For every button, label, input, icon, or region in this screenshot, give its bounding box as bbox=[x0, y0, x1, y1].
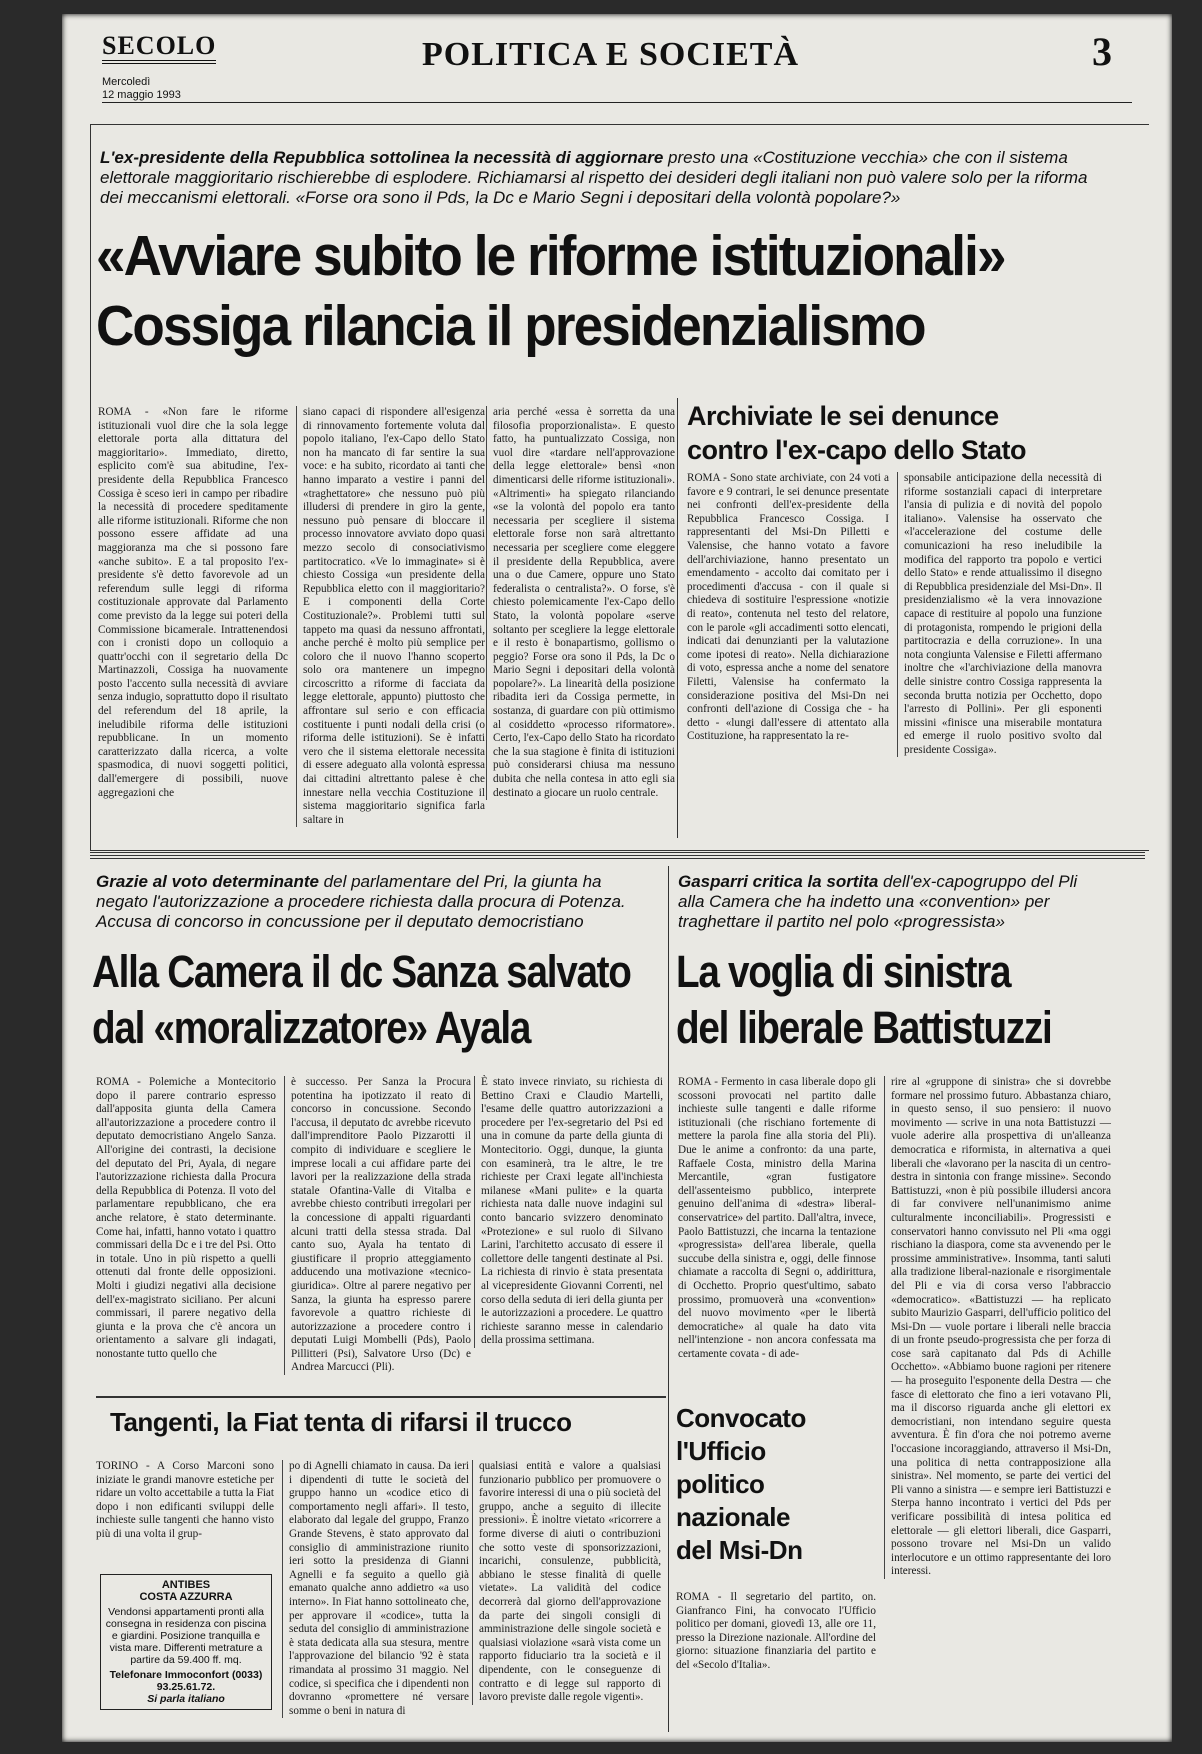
battistuzzi-headline-2: del liberale Battistuzzi bbox=[676, 1002, 1052, 1053]
antibes-advertisement bbox=[100, 1574, 272, 1710]
page-number: 3 bbox=[1092, 29, 1112, 74]
sanza-col-1: ROMA - Polemiche a Montecitorio dopo il parere contrario espresso dall'apposita giunta della Camera all'autorizzazione a procedere contro il deputato democristiano Angelo Sanza. All'origine dei contrasti, la decisione del deputato del Pri, Ayala, di negare l'autorizzazione richiesta dalla Procura della Repubblica di Potenza. Il voto del parlamentare repubblicano, che era anche relatore, è stato determinante. Come hai, infatti, hanno votato i quattro commissari della Dc e i tre del Psi. Otto in totale. Uno in più rispetto a quelli ottenuti dal fronte delle opposizioni. Molti i giudizi negativi alla decisione dell'ex-magistrato siciliano. Per alcuni commissari, il parere negativo della giunta e la prova che c'è ancora un orientamento a salvare gli indagati, nonostante tutto quello che bbox=[96, 1076, 276, 1360]
ad-line-3: Vendonsi appartamenti pronti alla consegna in residenza con piscina e giardini. Posizione tranquilla e vista mare. Differenti metrature a partire da 59.400 ff. mq. bbox=[105, 1606, 267, 1666]
main-kicker bbox=[100, 148, 1110, 208]
ad-line-4: Telefonare Immoconfort (0033) 93.25.61.72. bbox=[109, 1669, 263, 1693]
sanza-kicker bbox=[96, 872, 656, 932]
battistuzzi-kicker-rest: dell'ex-capogruppo del Pli alla Camera che ha indetto una «convention» per traghettare il partito nel polo «progressista» bbox=[678, 872, 1078, 931]
sanza-col-3: È stato invece rinviato, su richiesta di Bettino Craxi e Claudio Martelli, l'esame delle quattro autorizzazioni a procedere per l'ex-segretario del Psi ed una in comune da parte della giunta di Montecitorio. Oggi, dunque, la giunta con esaminerà, tra le altre, le tre richieste per Craxi legate all'inchiesta milanese «Mani pulite» e la quarta richiesta nata dalle nuove indagini sul conto bancario svizzero denominato «Protezione» e sul ruolo di Silvano Larini, l'architetto accusato di essere il collettore delle tangenti destinate al Psi. La richiesta di rinvio è stata presentata al vicepresidente Giovanni Correnti, nel corso della seduta di ieri della giunta per le autorizzazioni a procedere. Le quattro richieste saranno messe in calendario della prossima settimana. bbox=[474, 1076, 663, 1348]
issue-date bbox=[102, 76, 181, 102]
fiat-col-3: qualsiasi entità e valore a qualsiasi funzionario pubblico per promuovere o favorire interessi di una o più società del gruppo, anche a seguito di illecite pressioni». È inoltre vietato «ricorrere a forme diverse di aiuti o contribuzioni che sotto veste di sponsorizzazioni, incarichi, consulenze, pubblicità, abbiano le stesse finalità di quelle vietate». La validità del codice decorrerà dal giorno dell'approvazione da parte dei singoli consigli di amministrazione delle singole società e qualsiasi violazione «sarà vista come un rapporto fiduciario tra la società e il dipendente, con le conseguenze di contratto e di legge sul rapporto di lavoro previste dalle regole vigenti». bbox=[472, 1460, 661, 1705]
newspaper-page bbox=[62, 14, 1172, 1742]
ad-line-5: Si parla italiano bbox=[147, 1693, 225, 1705]
msi-headline-1: Convocato bbox=[676, 1403, 806, 1433]
main-kicker-bold: L'ex-presidente della Repubblica sottolinea la necessità di aggiornare bbox=[100, 148, 664, 167]
battistuzzi-kicker-bold: Gasparri critica la sortita bbox=[678, 872, 879, 891]
issue-day: Mercoledì bbox=[102, 76, 151, 88]
section-separator-band bbox=[90, 852, 1145, 860]
issue-full-date: 12 maggio 1993 bbox=[102, 89, 181, 101]
battistuzzi-headline-1: La voglia di sinistra bbox=[676, 946, 1011, 997]
msi-headline-3: politico bbox=[676, 1469, 765, 1499]
fiat-top-rule bbox=[96, 1396, 666, 1398]
main-headline-1: «Avviare subito le riforme istituzionali» bbox=[96, 224, 1005, 288]
ad-line-2: COSTA AZZURRA bbox=[139, 1591, 233, 1603]
archiviate-col-1: ROMA - Sono state archiviate, con 24 voti a favore e 9 contrari, le sei denunce presentate nei confronti dell'ex-presidente della Repubblica Francesco Cossiga. I rappresentanti del Msi-Dn Pilletti e Valensise, che hanno votato a favore dell'archiviazione, hanno presentato un emendamento - accolto dai comitato per i procedimenti d'accusa - con il quale si chiedeva di sostituire l'espressione «notizie di reato», contenuta nel testo del relatore, con le parole «gli accadimenti sotto elencati, indicati dai denunzianti per la valutazione come ipotesi di reato». Nella dichiarazione di voto, espressa anche a nome del senatore Filetti, Valensise ha confermato la considerazione positiva del Msi-Dn nei confronti dell'azione di Cossiga che - ha detto - «lungi dall'essere di attentato alla Costituzione, ha rappresentato la re- bbox=[687, 472, 889, 743]
main-col-2: siano capaci di rispondere all'esigenza di rinnovamento fortemente voluta dal popolo italiano, l'ex-Capo dello Stato non ha mancato di far sentire la sua voce: e ha subito, ricordato ai tanti che hanno imparato a vestire i panni del «traghettatore» che nessuno può più illudersi di prendere in giro la gente, nessuno può pensare di bloccare il processo innovatore avviato dopo quasi mezzo secolo di consociativismo partitocratico. «Ve lo immaginate» si è chiesto Cossiga «un presidente della Repubblica eletto con il maggioritario? E i componenti della Corte Costituzionale?». Problemi tutti sul tappeto ma quasi da nessuno affrontati, anche perché è molto più semplice per coloro che il nuovo l'hanno scoperto solo ora mantenere un impegno circoscritto a riforme di facciata da legge elettorale, appunto) piuttosto che affrontare sul serio e con efficacia costituente i punti nodali della crisi (o riforma delle istituzioni). Se è infatti vero che il sistema elettorale necessita di essere adeguato alla volontà espressa dai cittadini altrettanto palese è che innestare nella vecchia Costituzione il sistema maggioritario significa farla saltare in bbox=[296, 406, 485, 827]
header-rule bbox=[102, 102, 1132, 103]
masthead-title: SECOLO bbox=[102, 32, 216, 64]
battistuzzi-kicker bbox=[678, 872, 1078, 932]
fiat-col-1: TORINO - A Corso Marconi sono iniziate le grandi manovre estetiche per ridare un volto accettabile a tutta la Fiat dopo i non edificanti sviluppi delle inchieste sulle tangenti che hanno visto più di una volta il grup- bbox=[96, 1460, 274, 1540]
msi-body: ROMA - Il segretario del partito, on. Gianfranco Fini, ha convocato l'Ufficio politico per domani, giovedì 13, alle ore 11, presso la Direzione nazionale. All'ordine del giorno: situazione finanziaria del partito e del «Secolo d'Italia». bbox=[676, 1591, 876, 1671]
section-title: POLITICA E SOCIETÀ bbox=[422, 36, 799, 73]
sanza-kicker-bold: Grazie al voto determinante bbox=[96, 872, 319, 891]
archiviate-headline-1: Archiviate le sei denunce bbox=[687, 401, 999, 431]
right-column-rule bbox=[668, 866, 669, 1732]
main-col-1: ROMA - «Non fare le riforme istituzionali vuol dire che la sola legge elettorale porta alla dittatura del maggioritario». Immediato, diretto, esplicito com'è sua abitudine, l'ex-presidente della Repubblica Francesco Cossiga è sceso ieri in campo per ribadire la necessità di procedere speditamente alle riforme istituzionali. Riforme che non possono essere affidate ad una maggioranza ma che si possono fare «anche subito». E a tal proposito l'ex-presidente s'è detto favorevole ad un referendum sulle leggi di riforma costituzionale approvate dal Parlamento come previsto da la legge sui poteri della Commissione bicamerale. Intrattenendosi con i cronisti dopo un colloquio a quattr'occhi con il segretario della Dc Martinazzoli, Cossiga ha nuovamente posto l'accento sulla necessità di avviare senza indugio, soprattutto dopo il risultato del referendum del 18 aprile, la ineludibile riforma delle istituzioni repubblicane. In un momento caratterizzato dalla ricerca, a volte spasmodica, di nuovi soggetti politici, dall'emergere di possibili, nuove aggregazioni che bbox=[98, 406, 288, 799]
msi-headline-5: del Msi-Dn bbox=[676, 1535, 803, 1565]
msi-headline-2: l'Ufficio bbox=[676, 1436, 766, 1466]
battistuzzi-col-2: rire al «gruppone di sinistra» che si dovrebbe formare nel prossimo futuro. Abbastanza chiaro, in questo senso, il suo pensiero: il nuovo movimento — scrive in una nota Battistuzzi — vuole aderire alla prospettiva di un'alleanza democratica e riformista, in alternativa a quei liberali che «lavorano per la nascita di un centro-destra in sintonia con frange missine». Secondo Battistuzzi, «non è più possibile illudersi ancora di far convivere nell'unanimismo anime culturalmente inconciliabili». Progressisti e conservatori hanno convissuto nel Pli «ma oggi rischiano la diaspora, come sta avvenendo per le prossime amministrative». Insomma, tanti saluti alla tradizione liberal-nazionale e risorgimentale del Pli e via di corsa verso l'abbraccio «democratico». «Battistuzzi — ha replicato subito Maurizio Gasparri, dell'ufficio politico del Msi-Dn — vuole portare i liberali nelle braccia di un fronte pseudo-progressista che per forza di cose sarà capitanato dal Pds di Achille Occhetto». «Abbiamo buone ragioni per ritenere — ha proseguito l'esponente della Destra — che fasce di elettorato che fino a ieri votavano Pli, ma il discorso riguarda anche gli elettori ex democristiani, non intendano seguire questa avventura. È fin d'ora che noi potremo averne l'occasione incoraggiando, attraverso il Msi-Dn, una politica di netta contrapposizione alla sinistra». Nel momento, se parte dei vertici del Pli vanno a sinistra — e sempre ieri Battistuzzi e Sterpa hanno incontrato i vertici del Pds per verificare possibilità di intesa politica ed elettorale — gli elettori liberali, dice Gasparri, possono trovare nel Msi-Dn un valido interlocutore e un ottimo rappresentante dei loro interessi. bbox=[884, 1076, 1111, 1579]
main-col-3: aria perché «essa è sorretta da una filosofia proporzionalista». E questo fatto, ha puntualizzato Cossiga, non vuol dire «tardare nell'approvazione della legge elettorale» bensì «non dimenticarsi delle riforme istituzionali». «Altrimenti» ha spiegato rilanciando «se la volontà del popolo era tanto necessaria per scegliere il sistema elettorale forse non sarà altrettanto necessaria per scegliere come eleggere il presidente della Repubblica, avere una o due Camere, oppure uno Stato federalista o centralista?». O forse, s'è chiesto polemicamente l'ex-Capo dello Stato, la volontà popolare «serve soltanto per scegliere la legge elettorale e il resto è bonapartismo, gollismo o peggio? Forse ora sono il Pds, la Dc o Mario Segni i depositari della volontà popolare?». La linearità della posizione ribadita ieri da Cossiga permette, in sostanza, di guardare con più ottimismo al cosiddetto «processo riformatore». Certo, l'ex-Capo dello Stato ha ricordato che la sua stagione è finita di istituzioni può considerarsi chiusa ma nessuno dubita che nella contesa in atto egli sia destinato a giocare un ruolo centrale. bbox=[486, 406, 675, 800]
main-headline-2: Cossiga rilancia il presidenzialismo bbox=[96, 294, 925, 358]
sanza-headline-1: Alla Camera il dc Sanza salvato bbox=[92, 946, 631, 997]
archiviate-headline-2: contro l'ex-capo dello Stato bbox=[687, 435, 1026, 465]
ad-line-1: ANTIBES bbox=[161, 1579, 211, 1591]
main-kicker-rest: presto una «Costituzione vecchia» che con il sistema elettorale maggioritario rischierebbe di esplodere. Richiamarsi al rispetto dei desideri degli italiani non può valere solo per la riforma dei meccanismi elettorali. «Forse ora sono il Pds, la Dc e Mario Segni i depositari della volontà popolare?» bbox=[100, 148, 1088, 207]
sanza-headline-2: dal «moralizzatore» Ayala bbox=[92, 1002, 531, 1053]
sanza-col-2: è successo. Per Sanza la Procura potentina ha ipotizzato il reato di concorso in concussione. Secondo l'accusa, il deputato dc avrebbe ricevuto dall'imprenditore Paolo Pizzarotti il compito di individuare e scegliere le imprese locali a cui affidare parte dei lavori per la realizzazione della strada statale Ofantina-Valle di Vitalba e avrebbe chiesto contributi irregolari per la concessione di appalti riguardanti alcuni tratti della stessa strada. Dal canto suo, Ayala ha tentato di giustificare il proprio atteggiamento adducendo una motivazione «tecnico-giuridica». Oltre al parere negativo per Sanza, la giunta ha espresso parere favorevole a quattro richieste di autorizzazione a procedere contro i deputati Luigi Mombelli (Pds), Paolo Pillitteri (Psi), Salvatore Urso (Dc) e Andrea Marcucci (Pli). bbox=[284, 1076, 471, 1375]
battistuzzi-col-1: ROMA - Fermento in casa liberale dopo gli scossoni provocati nel partito dalle inchieste sulle tangenti e dalle riforme istituzionali (che rischiano fortemente di mettere la parola fine alla storia del Pli). Due le anime a confronto: da una parte, Raffaele Costa, ministro della Marina Mercantile, «gran fustigatore dell'assenteismo pubblico, interprete genuino dell'anima di «destra» liberal-conservatrice» del partito. Dall'altra, invece, Paolo Battistuzzi, che incarna la tentazione «progressista» dell'area liberale, quella succube della sinistra e, oggi, delle finnose chiamate a raccolta di Segni o, addirittura, di Occhetto. Proprio quest'ultimo, sabato prossimo, promuoverà una «convention» del nuovo movimento «per le libertà democratiche» al quale ha dato vita nell'intenzione - non ancora confessata ma certamente covata - di ade- bbox=[678, 1076, 877, 1360]
fiat-col-2: po di Agnelli chiamato in causa. Da ieri i dipendenti di tutte le società del gruppo hanno un «codice etico di comportamento negli affari». Il testo, elaborato dal legale del gruppo, Franzo Grande Stevens, è stato approvato dal consiglio di amministrazione riunito ieri sotto la presidenza di Gianni Agnelli e fa seguito a quello già emanato qualche anno addietro «a uso interno». In Fiat hanno sottolineato che, per approvare il «codice», tutta la seduta del consiglio di amministrazione è stata dedicata alla sua stesura, mentre l'approvazione del bilancio '92 è stata rimandata al prossimo 31 maggio. Nel codice, si specifica che i dipendenti non dovranno «promettere né versare somme o beni in natura di bbox=[282, 1460, 469, 1718]
sanza-kicker-rest: del parlamentare del Pri, la giunta ha negato l'autorizzazione a procedere richiesta dalla procura di Potenza. Accusa di concorso in concussione per il deputato democristiano bbox=[96, 872, 626, 931]
msi-box bbox=[676, 1402, 876, 1673]
archiviate-col-2: sponsabile anticipazione della necessità di riforme sostanziali capaci di interpretare l'ansia di pulizia e di novità del popolo italiano». Valensise ha osservato che «l'accelerazione del costume delle comunicazioni ha reso ineludibile la modifica del rapporto tra popolo e vertici dello Stato» e rende attualissimo il disegno di Repubblica presidenziale del Msi-Dn». Il presidenzialismo «è la vera innovazione capace di restituire al popolo una funzione di protagonista, rompendo le prigioni della partitocrazia e della corruzione». In una nota congiunta Valensise e Filetti affermano inoltre che «l'archiviazione della manovra delle sinistre contro Cossiga rappresenta la seconda brutta notizia per Occhetto, dopo l'arresto di Pollini». Per gli esponenti missini «finisce una miserabile montatura ed emerge il ruolo positivo svolto dal presidente Cossiga». bbox=[897, 472, 1102, 757]
fiat-headline: Tangenti, la Fiat tenta di rifarsi il trucco bbox=[110, 1407, 572, 1437]
msi-headline-4: nazionale bbox=[676, 1502, 790, 1532]
